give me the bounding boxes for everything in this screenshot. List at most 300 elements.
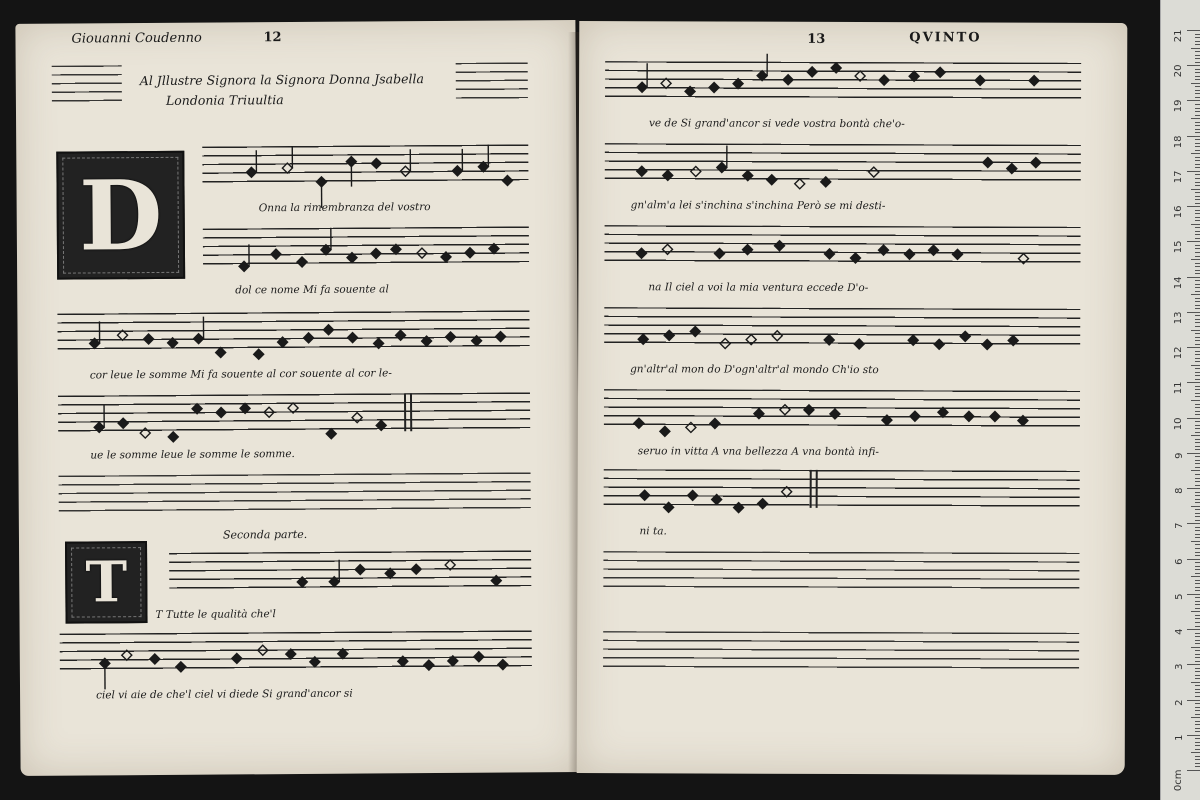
measuring-ruler [1160, 0, 1200, 800]
ruler-minor-tick [1191, 118, 1200, 119]
ruler-number: 11 [1173, 381, 1185, 395]
note [990, 411, 1000, 421]
note [122, 650, 132, 660]
ruler-minor-tick [1195, 319, 1200, 320]
lyric-line: ve de Si grand'ancor si vede vostra bontà che'o- [648, 117, 905, 131]
ruler-minor-tick [1195, 530, 1200, 531]
note [742, 245, 752, 255]
ruler-minor-tick [1195, 196, 1200, 197]
note [140, 428, 150, 438]
note [831, 63, 841, 73]
note [909, 71, 919, 81]
ruler-minor-tick [1195, 696, 1200, 697]
note [150, 654, 160, 664]
ruler-minor-tick [1195, 234, 1200, 235]
note [422, 336, 432, 346]
ruler-minor-tick [1195, 675, 1200, 676]
ruler-tick [1187, 488, 1200, 489]
ruler-tick [1187, 700, 1200, 701]
ruler-minor-tick [1195, 580, 1200, 581]
ruler-minor-tick [1195, 266, 1200, 267]
ruler-minor-tick [1195, 502, 1200, 503]
ruler-minor-tick [1195, 111, 1200, 112]
ruler-minor-tick [1195, 756, 1200, 757]
ruler-minor-tick [1195, 544, 1200, 545]
ruler-minor-tick [1195, 199, 1200, 200]
ruler-minor-tick [1195, 220, 1200, 221]
ruler-minor-tick [1195, 315, 1200, 316]
ruler-minor-tick [1195, 555, 1200, 556]
note [258, 645, 268, 655]
note [478, 162, 488, 172]
ruler-minor-tick [1195, 650, 1200, 651]
note [661, 78, 671, 88]
note-marks-left [15, 20, 580, 776]
ruler-minor-tick [1195, 132, 1200, 133]
ruler-minor-tick [1195, 386, 1200, 387]
note [882, 415, 892, 425]
ruler-minor-tick [1195, 449, 1200, 450]
note [807, 67, 817, 77]
ruler-minor-tick [1195, 485, 1200, 486]
note [686, 422, 696, 432]
ruler-minor-tick [1195, 333, 1200, 334]
note [502, 175, 512, 185]
note [1029, 76, 1039, 86]
ruler-minor-tick [1195, 707, 1200, 708]
note [733, 79, 743, 89]
note [855, 71, 865, 81]
ruler-minor-tick [1195, 714, 1200, 715]
note [928, 245, 938, 255]
ruler-minor-tick [1195, 513, 1200, 514]
ruler-minor-tick [1195, 446, 1200, 447]
ruler-minor-tick [1195, 731, 1200, 732]
ruler-minor-tick [1195, 62, 1200, 63]
ruler-minor-tick [1195, 636, 1200, 637]
ruler-minor-tick [1195, 721, 1200, 722]
ruler-minor-tick [1191, 259, 1200, 260]
ruler-minor-tick [1195, 252, 1200, 253]
note [491, 576, 501, 586]
note [663, 170, 673, 180]
note [396, 330, 406, 340]
note [304, 333, 314, 343]
note [772, 331, 782, 341]
ruler-minor-tick [1195, 248, 1200, 249]
ruler-number: 9 [1173, 452, 1185, 459]
note [908, 335, 918, 345]
decorated-initial-t: T [65, 541, 148, 624]
note [634, 418, 644, 428]
note [441, 252, 451, 262]
note [417, 248, 427, 258]
note [780, 405, 790, 415]
lyric-line: gn'altr'al mon do D'ogn'altr'al mondo Ch'io sto [630, 363, 879, 377]
ruler-minor-tick [1195, 97, 1200, 98]
ruler-minor-tick [1195, 509, 1200, 510]
ruler-minor-tick [1195, 326, 1200, 327]
ruler-minor-tick [1195, 178, 1200, 179]
lyric-line: gn'alm'a lei s'inchina s'inchina Però se mi desti- [630, 199, 886, 213]
note [310, 657, 320, 667]
lyric-line: ni ta. [639, 525, 667, 538]
note [192, 404, 202, 414]
note-marks-right [577, 21, 1128, 775]
note [118, 418, 128, 428]
ruler-minor-tick [1195, 583, 1200, 584]
ruler-minor-tick [1191, 470, 1200, 471]
ruler-minor-tick [1195, 174, 1200, 175]
ruler-number: 14 [1173, 276, 1185, 289]
ruler-minor-tick [1195, 615, 1200, 616]
ruler-minor-tick [1195, 710, 1200, 711]
dedication-line-2: Londonia Triuultia [165, 92, 284, 108]
ruler-number: 2 [1173, 699, 1185, 706]
ruler-minor-tick [1195, 210, 1200, 211]
note [960, 331, 970, 341]
ruler-tick [1187, 65, 1200, 66]
note [348, 333, 358, 343]
note [168, 432, 178, 442]
note [321, 245, 331, 255]
ruler-minor-tick [1195, 411, 1200, 412]
note [758, 499, 768, 509]
ruler-minor-tick [1195, 425, 1200, 426]
note [824, 249, 834, 259]
note [448, 656, 458, 666]
ruler-minor-tick [1191, 224, 1200, 225]
ruler-minor-tick [1195, 76, 1200, 77]
ruler-minor-tick [1195, 604, 1200, 605]
ruler-minor-tick [1195, 601, 1200, 602]
note [216, 348, 226, 358]
note [824, 335, 834, 345]
ruler-minor-tick [1195, 185, 1200, 186]
ruler-minor-tick [1195, 421, 1200, 422]
note [168, 338, 178, 348]
running-head: Giouanni Coudenno [71, 30, 202, 47]
ruler-minor-tick [1191, 153, 1200, 154]
note [411, 564, 421, 574]
ruler-minor-tick [1195, 337, 1200, 338]
dedication-line-1: Al Jllustre Signora la Signora Donna Jsabella [139, 71, 424, 89]
note [489, 244, 499, 254]
ruler-minor-tick [1195, 562, 1200, 563]
ruler-minor-tick [1195, 534, 1200, 535]
note [1008, 336, 1018, 346]
note [240, 403, 250, 413]
ruler-minor-tick [1191, 435, 1200, 436]
note [795, 179, 805, 189]
ruler-minor-tick [1195, 548, 1200, 549]
note [400, 166, 410, 176]
note [264, 407, 274, 417]
ruler-minor-tick [1195, 622, 1200, 623]
ruler-minor-tick [1195, 157, 1200, 158]
ruler-tick [1187, 277, 1200, 278]
note [472, 336, 482, 346]
note [938, 407, 948, 417]
ruler-minor-tick [1195, 678, 1200, 679]
ruler-minor-tick [1195, 633, 1200, 634]
note [286, 649, 296, 659]
note [329, 577, 339, 587]
ruler-minor-tick [1195, 640, 1200, 641]
ruler-minor-tick [1195, 368, 1200, 369]
ruler-minor-tick [1195, 742, 1200, 743]
note [355, 565, 365, 575]
note [782, 487, 792, 497]
ruler-minor-tick [1195, 467, 1200, 468]
ruler-number: 6 [1173, 558, 1185, 565]
ruler-minor-tick [1195, 44, 1200, 45]
open-book [12, 22, 1132, 782]
note [338, 649, 348, 659]
note [452, 166, 462, 176]
ruler-tick [1187, 30, 1200, 31]
ruler-minor-tick [1195, 626, 1200, 627]
note [398, 656, 408, 666]
ruler-minor-tick [1195, 160, 1200, 161]
ruler-minor-tick [1195, 566, 1200, 567]
ruler-tick [1187, 418, 1200, 419]
ruler-minor-tick [1195, 495, 1200, 496]
ruler-number: 17 [1173, 170, 1185, 184]
ruler-number: 5 [1173, 593, 1185, 600]
ruler-minor-tick [1195, 375, 1200, 376]
ruler-minor-tick [1195, 284, 1200, 285]
note [754, 409, 764, 419]
ruler-tick [1187, 629, 1200, 630]
ruler-minor-tick [1195, 516, 1200, 517]
note [743, 171, 753, 181]
note [326, 429, 336, 439]
ruler-minor-tick [1195, 643, 1200, 644]
ruler-minor-tick [1195, 263, 1200, 264]
note [964, 411, 974, 421]
note [638, 334, 648, 344]
note [850, 253, 860, 263]
ruler-minor-tick [1195, 167, 1200, 168]
note [712, 495, 722, 505]
ruler-minor-tick [1195, 340, 1200, 341]
note [94, 422, 104, 432]
ruler-minor-tick [1191, 611, 1200, 612]
note [690, 326, 700, 336]
note [288, 403, 298, 413]
note [952, 249, 962, 259]
ruler-minor-tick [1191, 365, 1200, 366]
note [424, 660, 434, 670]
ruler-minor-tick [1195, 354, 1200, 355]
note [371, 248, 381, 258]
note [144, 334, 154, 344]
note [445, 560, 455, 570]
note [767, 175, 777, 185]
ruler-minor-tick [1195, 661, 1200, 662]
note [465, 248, 475, 258]
note [746, 335, 756, 345]
ruler-minor-tick [1195, 460, 1200, 461]
ruler-minor-tick [1195, 724, 1200, 725]
note [176, 662, 186, 672]
note [1031, 158, 1041, 168]
ruler-minor-tick [1191, 400, 1200, 401]
ruler-minor-tick [1195, 90, 1200, 91]
ruler-minor-tick [1195, 125, 1200, 126]
note [352, 413, 362, 423]
lyric-line: cor leue le somme Mi fa souente al cor souente al cor le- [89, 367, 392, 382]
ruler-number: 8 [1173, 487, 1185, 494]
ruler-minor-tick [1195, 372, 1200, 373]
ruler-minor-tick [1195, 72, 1200, 73]
note [347, 253, 357, 263]
note [232, 653, 242, 663]
ruler-number: 1 [1173, 734, 1185, 741]
note [982, 339, 992, 349]
ruler-tick [1187, 312, 1200, 313]
note [879, 75, 889, 85]
ruler-minor-tick [1195, 442, 1200, 443]
note [688, 490, 698, 500]
ruler-minor-tick [1195, 238, 1200, 239]
ruler-minor-tick [1195, 344, 1200, 345]
note [663, 244, 673, 254]
ruler-minor-tick [1195, 270, 1200, 271]
page-number: 13 [807, 31, 826, 47]
ruler-minor-tick [1195, 146, 1200, 147]
note [935, 67, 945, 77]
ruler-minor-tick [1195, 287, 1200, 288]
note [904, 249, 914, 259]
ruler-minor-tick [1191, 48, 1200, 49]
ruler-tick [1187, 206, 1200, 207]
ruler-minor-tick [1195, 298, 1200, 299]
note [637, 82, 647, 92]
ruler-number: 7 [1173, 522, 1185, 530]
ruler-minor-tick [1195, 308, 1200, 309]
ruler-minor-tick [1195, 86, 1200, 87]
ruler-number: 3 [1173, 663, 1185, 671]
note [376, 420, 386, 430]
note [297, 257, 307, 267]
ruler-minor-tick [1195, 93, 1200, 94]
note [346, 157, 356, 167]
ruler-minor-tick [1195, 389, 1200, 390]
ruler-minor-tick [1195, 738, 1200, 739]
ruler-number: 4 [1173, 628, 1185, 635]
ruler-tick [1187, 735, 1200, 736]
ruler-minor-tick [1195, 192, 1200, 193]
note [474, 652, 484, 662]
lyric-line: ciel vi aie de che'l ciel vi diede Si grand'ancor si [96, 687, 353, 702]
ruler-number: 16 [1173, 205, 1185, 219]
ruler-minor-tick [1195, 597, 1200, 598]
ruler-minor-tick [1191, 576, 1200, 577]
ruler-minor-tick [1191, 717, 1200, 718]
ruler-minor-tick [1191, 541, 1200, 542]
lyric-line: na Il ciel a voi la mia ventura eccede D'o- [648, 281, 869, 295]
note [271, 249, 281, 259]
ruler-minor-tick [1195, 481, 1200, 482]
ruler-minor-tick [1195, 474, 1200, 475]
note [869, 167, 879, 177]
ruler-number: 15 [1173, 240, 1185, 254]
ruler-tick [1187, 136, 1200, 137]
note [983, 157, 993, 167]
ruler-minor-tick [1195, 745, 1200, 746]
ruler-minor-tick [1195, 404, 1200, 405]
note [640, 490, 650, 500]
ruler-minor-tick [1191, 83, 1200, 84]
ruler-tick [1187, 453, 1200, 454]
ruler-minor-tick [1195, 227, 1200, 228]
ruler-tick [1187, 770, 1200, 771]
ruler-minor-tick [1195, 587, 1200, 588]
lyric-line: Onna la rimembranza del vostro [258, 201, 431, 215]
ruler-minor-tick [1195, 763, 1200, 764]
ruler-number: 21 [1173, 29, 1185, 43]
ruler-minor-tick [1195, 104, 1200, 105]
ruler-minor-tick [1195, 432, 1200, 433]
ruler-minor-tick [1195, 41, 1200, 42]
ruler-minor-tick [1191, 506, 1200, 507]
ruler-tick [1187, 664, 1200, 665]
ruler-minor-tick [1195, 280, 1200, 281]
note [934, 339, 944, 349]
ruler-minor-tick [1195, 608, 1200, 609]
ruler-minor-tick [1195, 55, 1200, 56]
ruler-tick [1187, 347, 1200, 348]
note [709, 82, 719, 92]
ruler-minor-tick [1195, 213, 1200, 214]
ruler-minor-tick [1195, 590, 1200, 591]
ruler-minor-tick [1195, 79, 1200, 80]
note [371, 158, 381, 168]
ruler-minor-tick [1195, 58, 1200, 59]
note [691, 166, 701, 176]
ruler-minor-tick [1195, 358, 1200, 359]
ruler-minor-tick [1195, 129, 1200, 130]
decorated-initial-d: D [56, 151, 185, 280]
ruler-minor-tick [1195, 245, 1200, 246]
note [254, 349, 264, 359]
note [316, 177, 326, 187]
note [775, 241, 785, 251]
note [660, 426, 670, 436]
ruler-tick [1187, 594, 1200, 595]
page-number: 12 [263, 30, 282, 46]
note [374, 338, 384, 348]
ruler-number: 12 [1173, 346, 1185, 360]
ruler-number: 0cm [1173, 769, 1185, 792]
note [496, 332, 506, 342]
note [498, 660, 508, 670]
ruler-minor-tick [1195, 689, 1200, 690]
section-heading: Seconda parte. [222, 527, 308, 542]
ruler-minor-tick [1195, 256, 1200, 257]
ruler-minor-tick [1195, 217, 1200, 218]
ruler-tick [1187, 100, 1200, 101]
note [1007, 164, 1017, 174]
note [685, 86, 695, 96]
ruler-tick [1187, 171, 1200, 172]
note [446, 332, 456, 342]
ruler-minor-tick [1191, 294, 1200, 295]
ruler-minor-tick [1195, 749, 1200, 750]
ruler-minor-tick [1195, 527, 1200, 528]
